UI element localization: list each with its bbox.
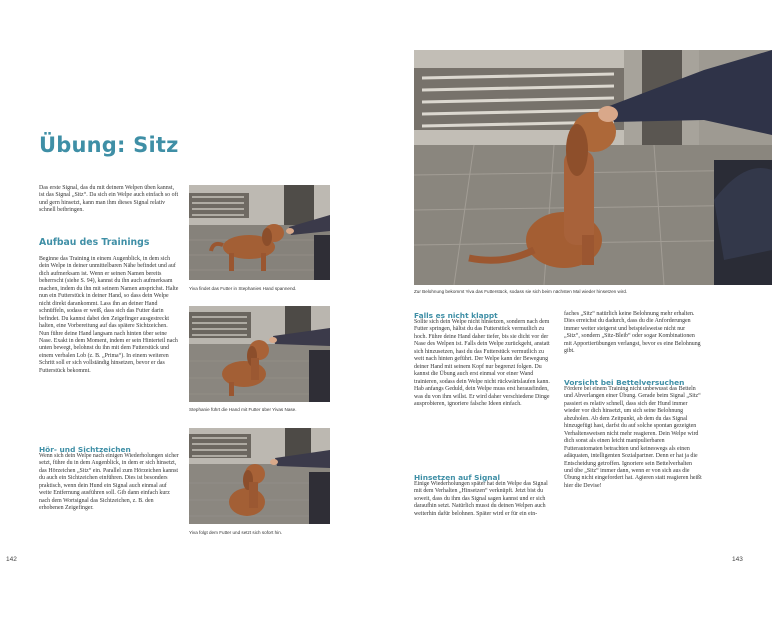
intro-text: Das erste Signal, das du mit deinem Welpen üben kannst, ist das Signal „Sitz“. Da sich ein Welpe auch einfach so oft und gern hinsetzt, kann man ihm dieses Signal relativ schnell beibringen. <box>39 185 179 214</box>
photo-puppy-sniffing-hand <box>189 185 330 280</box>
section-heading-signals: Hör- und Sichtzeichen <box>39 445 131 454</box>
caption-photo-3: Yiva folgt dem Futter und setzt sich sofort hin. <box>189 530 283 535</box>
text-begging: Fördere bei einem Training nicht unbewusst das Betteln und Abverlangen einer Übung. Gerade beim Signal „Sitz“ passiert es relativ schnell, dass sich der Hund immer wieder vor dich hinsetzt, um sich seine Belohnung abzuholen. Ab dem Zeitpunkt, ab dem du das Signal hinzugefügt hast, darfst du auf solche spontan gezeigten Verhaltensweisen nicht mehr reagieren. Dein Welpe wird dich sonst als einen leicht manipulierbaren Futterautomaten betrachten und keineswegs als einen adäquaten, intelligenten Sozialpartner. Denn er hat ja die Entscheidung getroffen. Ignoriere sein Bettelverhalten und übe „Sitz“ immer dann, wenn er von sich aus die Übung nicht eingefordert hat. Agieren statt reagieren heißt hier die Devise! <box>564 386 702 489</box>
photo-hand-over-nose <box>189 306 330 402</box>
section-heading-training: Aufbau des Trainings <box>39 237 150 248</box>
text-if-not-working: Sollte sich dein Welpe nicht hinsetzen, sondern nach dem Futter springen, hältst du das Futterstück vermutlich zu hoch. Führe deine Hand daher tiefer, bis sie dicht vor der Nase des Welpen ist. Falls dein Welpe zurückgeht, anstatt sich hinzusetzen, hast du das Futterstück vermutlich zu weit nach hinten geführt. Der Welpe kann der Bewegung deiner Hand mit seinem Kopf nur begrenzt folgen. Du kannst die Übung auch erst einmal vor einer Wand trainieren, sodass dein Welpe nicht rückwärtslaufen kann. Hab anfangs Geduld, dein Welpe muss erst herausfinden, was du von ihm willst. Er wird daher verschiedene Dinge ausprobieren, ignoriere falsche Ideen einfach. <box>414 319 550 407</box>
text-sit-on-signal: Einige Wiederholungen später hat dein Welpe das Signal mit dem Verhalten „Hinsetzen“ verknüpft. Jetzt bist du soweit, dass du ihm das Signal sagen kannst und er sich daraufhin setzt. Natürlich musst du deinen Welpen auch weiterhin dafür belohnen. Später wird er für ein ein- <box>414 481 548 517</box>
heading-sit-on-signal: Hinsetzen auf Signal <box>414 473 501 482</box>
photo-puppy-sitting <box>189 428 330 524</box>
caption-main-photo: Zur Belohnung bekommt Yiva das Futterstück, sodass sie sich beim nächsten Mal wieder hinsetzen wird. <box>414 289 628 294</box>
heading-if-not-working: Falls es nicht klappt <box>414 311 498 320</box>
photo-main-reward <box>414 50 772 285</box>
caption-photo-1: Yiva findet das Futter in Stephanies Hand spannend. <box>189 286 297 291</box>
page-title: Übung: Sitz <box>39 133 179 157</box>
page-number-left: 142 <box>6 556 17 563</box>
heading-begging: Vorsicht bei Bettelversuchen <box>564 378 685 387</box>
right-page <box>386 0 772 617</box>
text-col2-continuation: faches „Sitz“ natürlich keine Belohnung mehr erhalten. Dies erreichst du dadurch, dass du die Anforderungen immer weiter steigerst und beispielsweise nicht nur „Sitz“, sondern „Sitz-Bleib“ oder sogar Kombinationen mit Apportierübungen verlangst, bevor es eine Belohnung gibt. <box>564 311 701 355</box>
section-text-training: Beginne das Training in einem Augenblick, in dem sich dein Welpe in deiner unmittelbaren Nähe befindet und auf dich aufmerksam ist. Wenn er seinen Namen bereits beherrscht (siehe S. 94), kannst du ihn auch aufmerksam machen, indem du ihn mit seinem Namen ansprichst. Halte nun ein Futterstück in deiner Hand, so dass dein Welpe nicht direkt darankommt. Lass ihn an deiner Hand schnüffeln, sodass er weiß, dass sich das Futter darin befindet. Du kannst dabei den Zeigefinger ausgestreckt halten, eine Vorbereitung auf das spätere Sichtzeichen. Nun führe deine Hand langsam nach hinten über seine Nase. Exakt in dem Moment, indem er sein Hinterteil nach unten bewegt, belohnst du ihn mit dem Futterstück und einem verbalen Lob (z. B. „Prima“). In einem weiteren Schritt soll er sich vollständig hinsetzen, bevor er das Futterstück bekommt. <box>39 256 179 374</box>
page-number-right: 143 <box>732 556 743 563</box>
section-text-signals: Wenn sich dein Welpe nach einigen Wiederholungen sicher setzt, führe du in dem Augenblick, in dem er sich hinsetzt, das Hörzeichen „Sitz“ ein. Parallel zum Hörzeichen kannst du auch ein Sichtzeichen einführen. Dies ist besonders praktisch, wenn dein Hund ein Signal auch einmal auf weite Entfernung ausführen soll. Gib dann einfach kurz nach dem Wortsignal das Sichtzeichen, z. B. den erhobenen Zeigefinger. <box>39 453 179 512</box>
caption-photo-2: Stephanie führt die Hand mit Futter über Yivas Nase. <box>189 407 297 412</box>
